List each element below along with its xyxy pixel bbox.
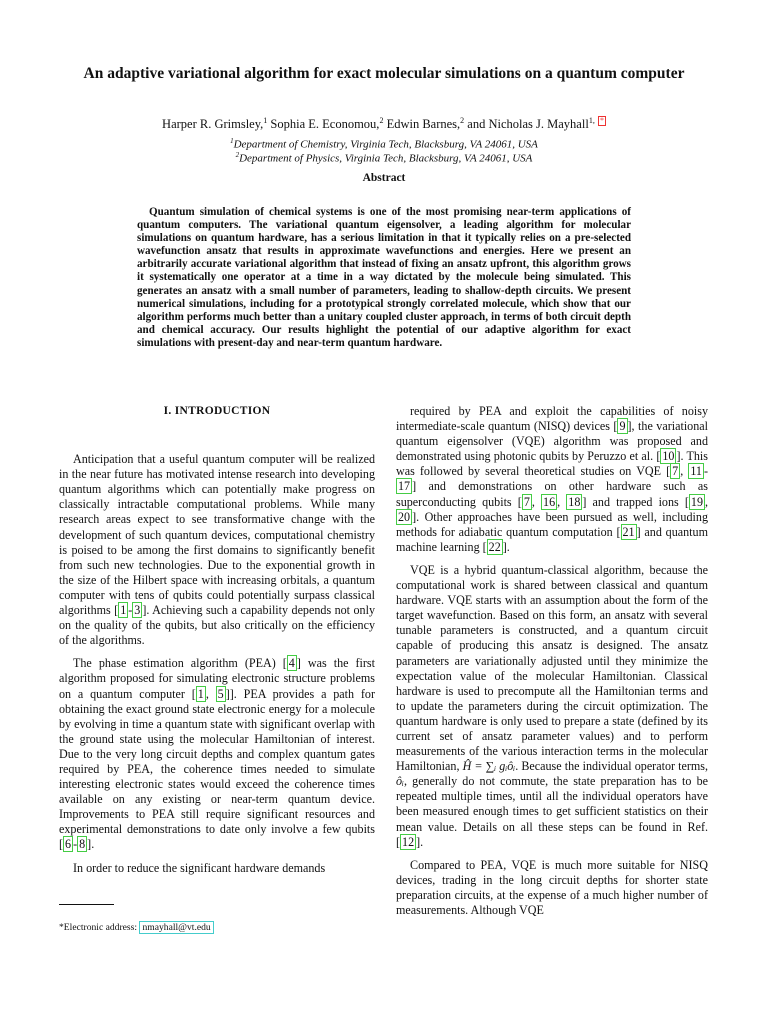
citation-link[interactable]: 9	[619, 419, 626, 434]
abstract-heading: Abstract	[362, 172, 406, 184]
section-heading-introduction: I. INTRODUCTION	[163, 405, 271, 417]
paragraph-text: . This was followed by several theoretical studies on VQE	[396, 449, 708, 479]
paragraph-text: Anticipation that a useful quantum computer will be realized in the near future has motivated intense research into developing quantum algorithms which can potentially make progress on classically intractable computational problems. While many research areas expect to see transformative change with the development of such quantum devices, computational chemistry is poised to be among the first domains to significantly benefit from such new technologies. Due to the exponential growth in the size of the Hilbert space with increasing orbitals, a quantum computer with tens of qubits could potentially surpass classical algorithms	[59, 452, 375, 618]
paragraph-text: required by PEA and exploit the capabilities of noisy intermediate-scale quantum (NISQ) devices	[396, 404, 708, 434]
citation-link[interactable]: 17	[398, 479, 411, 494]
citation-link[interactable]: 18	[568, 494, 581, 509]
left-column-body	[59, 452, 375, 876]
right-column	[396, 404, 708, 926]
author-name: and Nicholas J. Mayhall	[467, 117, 589, 132]
citation-link[interactable]: 20	[398, 509, 411, 524]
footnote-divider	[59, 904, 114, 905]
author-name: Edwin Barnes,	[386, 117, 461, 132]
paragraph-text: .	[420, 834, 424, 849]
paragraph-text: ,	[205, 686, 216, 701]
paragraph-text: and quantum machine learning	[396, 524, 708, 554]
affiliation-1: $^1$Department of Chemistry, Virginia Tech, Blacksburg, VA 24061, USA	[230, 137, 538, 151]
paragraph-text: Compared to PEA, VQE is much more suitable for NISQ devices, trading in the long circuit depths for shorter state preparation circuits, at the expense of a much higher number of measurements. Although VQE	[396, 857, 708, 917]
author-name: Sophia E. Economou,	[270, 117, 380, 132]
body-paragraph: required by PEA and exploit the capabilities of noisy intermediate-scale quantum (NISQ) devices [ 9 ], the variational quantum eigensolver (VQE) algorithm was proposed and demonstrated using photonic qubits by Peruzzo et al. [ 10 ]. This was followed by several theoretical studies on VQE [ 7 , 11 -17 ] and demonstrations on other hardware such as superconducting qubits [ 7 , 16 , 18 ] and trapped ions [ 19 , 20 ]. Other approaches have been pursued as well, including methods for adiabatic quantum computation [ 21 ] and quantum machine learning [ 22 ].	[396, 404, 709, 554]
footnote: *Electronic address: nmayhall@vt.edu	[59, 922, 214, 933]
citation-link[interactable]: 1	[197, 686, 204, 701]
paragraph-text: ,	[557, 494, 567, 509]
paragraph-text: The phase estimation algorithm (PEA)	[73, 656, 283, 671]
citation-link[interactable]: 4	[288, 656, 295, 671]
citation-link[interactable]: 10	[662, 449, 675, 464]
author-affiliation-marker: 1	[263, 116, 268, 125]
paragraph-text: ,	[680, 464, 689, 479]
paragraph-text: ]. PEA provides a path for obtaining the exact ground state electronic energy for a molecule by evolving in time a quantum state with significant overlap with the ground state using the molecular Hamiltonian of interest. Due to the very long circuit depths and complex quantum gates required by PEA, the coherence times needed to simulate interesting electronic states would exceed the coherence times available on any existing or near-term quantum device. Improvements to PEA still require significant resources and experimental demonstrations to date only involve a few qubits	[59, 686, 375, 837]
paragraph-text: . Achieving such a capability depends not only on the quality of the qubits, but also critically on the efficiency of the algorithms.	[59, 603, 375, 648]
citation-link[interactable]: 1	[120, 603, 127, 618]
citation-link[interactable]: 16	[543, 494, 556, 509]
author-affiliation-marker: 2	[460, 116, 465, 125]
citation-link[interactable]: 3	[134, 603, 141, 618]
author-list	[60, 116, 708, 132]
paragraph-text: . Other approaches have been pursued as well, including methods for adiabatic quantum computation	[396, 509, 708, 539]
paragraph-text: , generally do not commute, the state preparation has to be repeated multiple times, until all the individual operators have been measured enough times to get sufficient statistics on their mean value. Details on all these steps can be found in Ref.	[396, 774, 708, 834]
citation-link[interactable]: 11	[690, 464, 702, 479]
citation-link[interactable]: 5	[217, 686, 224, 701]
paragraph-text: and demonstrations on other hardware such as superconducting qubits	[396, 479, 708, 509]
citation-link[interactable]: 6	[65, 837, 72, 852]
citation-link[interactable]: 19	[690, 494, 703, 509]
abstract-body: Quantum simulation of chemical systems is one of the most promising near-term applications of quantum computers. The variational quantum eigensolver, a leading algorithm for molecular simulations on quantum hardware, has a serious limitation in that it typically relies on a pre-selected wavefunction ansatz that results in approximate wavefunctions and energies. Here we present an arbitrarily accurate variational algorithm that instead of fixing an ansatz upfront, this algorithm grows it systematically one operator at a time in a way dictated by the molecule being simulated. This generates an ansatz with a small number of parameters, leading to shallow-depth circuits. We present numerical simulations, including for a prototypical strongly correlated molecule, which show that our algorithm performs much better than a unitary coupled cluster approach, in terms of both circuit depth and chemical accuracy. Our results highlight the potential of our adaptive algorithm for exact simulations with present-day and near-term quantum hardware.	[137, 206, 631, 349]
paragraph-text: .	[91, 837, 95, 852]
body-paragraph: The phase estimation algorithm (PEA) [ 4 ] was the first algorithm proposed for simulating electronic structure problems on a quantum computer [ 1 , 5 ]]. PEA provides a path for obtaining the exact ground state electronic energy for a molecule by evolving in time a quantum state with significant overlap with the ground state using the molecular Hamiltonian of interest. Due to the very long circuit depths and complex quantum gates required by PEA, the coherence times needed to simulate interesting electronic states would exceed the coherence times available on any existing or near-term quantum device. Improvements to PEA still require significant resources and experimental demonstrations to date only involve a few qubits [ 6 - 8 ].	[59, 656, 376, 852]
paragraph-text: -	[73, 837, 78, 852]
paragraph-text: .	[506, 539, 510, 554]
email-link[interactable]: nmayhall@vt.edu	[139, 921, 213, 934]
paragraph-text: and trapped ions	[586, 494, 685, 509]
citation-link[interactable]: 12	[402, 834, 415, 849]
paragraph-text: -	[128, 603, 133, 618]
right-column-body	[396, 404, 708, 918]
paragraph-text: In order to reduce the significant hardware demands	[73, 860, 326, 875]
body-paragraph: VQE is a hybrid quantum-classical algorithm, because the computational work is shared between classical and quantum hardware. VQE starts with an assumption about the form of the target wavefunction. Based on this form, an ansatz with several tunable parameters is constructed, and a quantum circuit capable of producing this ansatz is designed. The ansatz parameters are variationally adjusted until they minimize the expectation value of the molecular Hamiltonian. Classical hardware is used to precompute all the Hamiltonian terms and to update the parameters during the circuit optimization. The quantum hardware is only used to prepare a state (defined by its current set of ansatz parameter values) and to perform measurements of the various interaction terms in the molecular Hamiltonian, Ĥ = ∑ᵢ gᵢôᵢ. Because the individual operator terms, ôᵢ, generally do not commute, the state preparation has to be repeated multiple times, until all the individual operators have been measured enough times to get sufficient statistics on their mean value. Details on all these steps can be found in Ref. [ 12 ].	[396, 562, 708, 849]
author-affiliation-marker: 2	[379, 116, 384, 125]
paragraph-text: ,	[705, 494, 709, 509]
author-affiliation-marker: 1,	[588, 116, 595, 125]
inline-math: Ĥ = ∑ᵢ gᵢôᵢ	[462, 759, 516, 774]
citation-link[interactable]: 8	[79, 837, 86, 852]
body-paragraph	[59, 861, 375, 876]
corresponding-author-link[interactable]: *	[599, 116, 604, 125]
paragraph-text: VQE is a hybrid quantum-classical algorithm, because the computational work is shared between classical and quantum hardware. VQE starts with an assumption about the form of the target wavefunction. Based on this form, an ansatz with several tunable parameters is constructed, and a quantum circuit capable of producing this ansatz is designed. The ansatz parameters are variationally adjusted until they minimize the expectation value of the molecular Hamiltonian. Classical hardware is used to precompute all the Hamiltonian terms and to update the parameters during the circuit optimization. The quantum hardware is only used to prepare a state (defined by its current set of ansatz parameter values) and to perform measurements of the various interaction terms in the molecular Hamiltonian,	[396, 562, 708, 774]
left-column	[59, 404, 375, 884]
citation-link[interactable]: 22	[488, 539, 501, 554]
paragraph-text: was the first algorithm proposed for simulating electronic structure problems on a quantum computer	[59, 656, 376, 701]
author-names	[162, 117, 595, 131]
citation-link[interactable]: 7	[523, 494, 530, 509]
paragraph-text: -	[703, 464, 708, 479]
body-paragraph: Anticipation that a useful quantum computer will be realized in the near future has motivated intense research into developing quantum algorithms which can potentially make progress on classically intractable computational problems. While many research areas expect to see transformative change with the development of such quantum devices, computational chemistry is poised to be among the first domains to significantly benefit from such new technologies. Due to the exponential growth in the size of the Hilbert space with increasing orbitals, a quantum computer with tens of qubits could potentially surpass classical algorithms [ 1 - 3 ]. Achieving such a capability depends not only on the quality of the qubits, but also critically on the efficiency of the algorithms.	[59, 452, 375, 648]
paragraph-text: ,	[531, 494, 542, 509]
citation-link[interactable]: 7	[672, 464, 679, 479]
inline-math: ôᵢ	[396, 774, 404, 789]
citation-link[interactable]: 21	[622, 524, 635, 539]
paper-title: An adaptive variational algorithm for exact molecular simulations on a quantum computer	[83, 65, 685, 82]
paragraph-text: . Because the individual operator terms,	[515, 759, 708, 774]
body-paragraph	[396, 858, 708, 918]
affiliation-2: $^2$Department of Physics, Virginia Tech, Blacksburg, VA 24061, USA	[235, 151, 533, 165]
paragraph-text: , the variational quantum eigensolver (VQE) algorithm was proposed and demonstrated using photonic qubits by Peruzzo et al.	[396, 419, 708, 464]
author-name: Harper R. Grimsley,	[162, 117, 264, 132]
